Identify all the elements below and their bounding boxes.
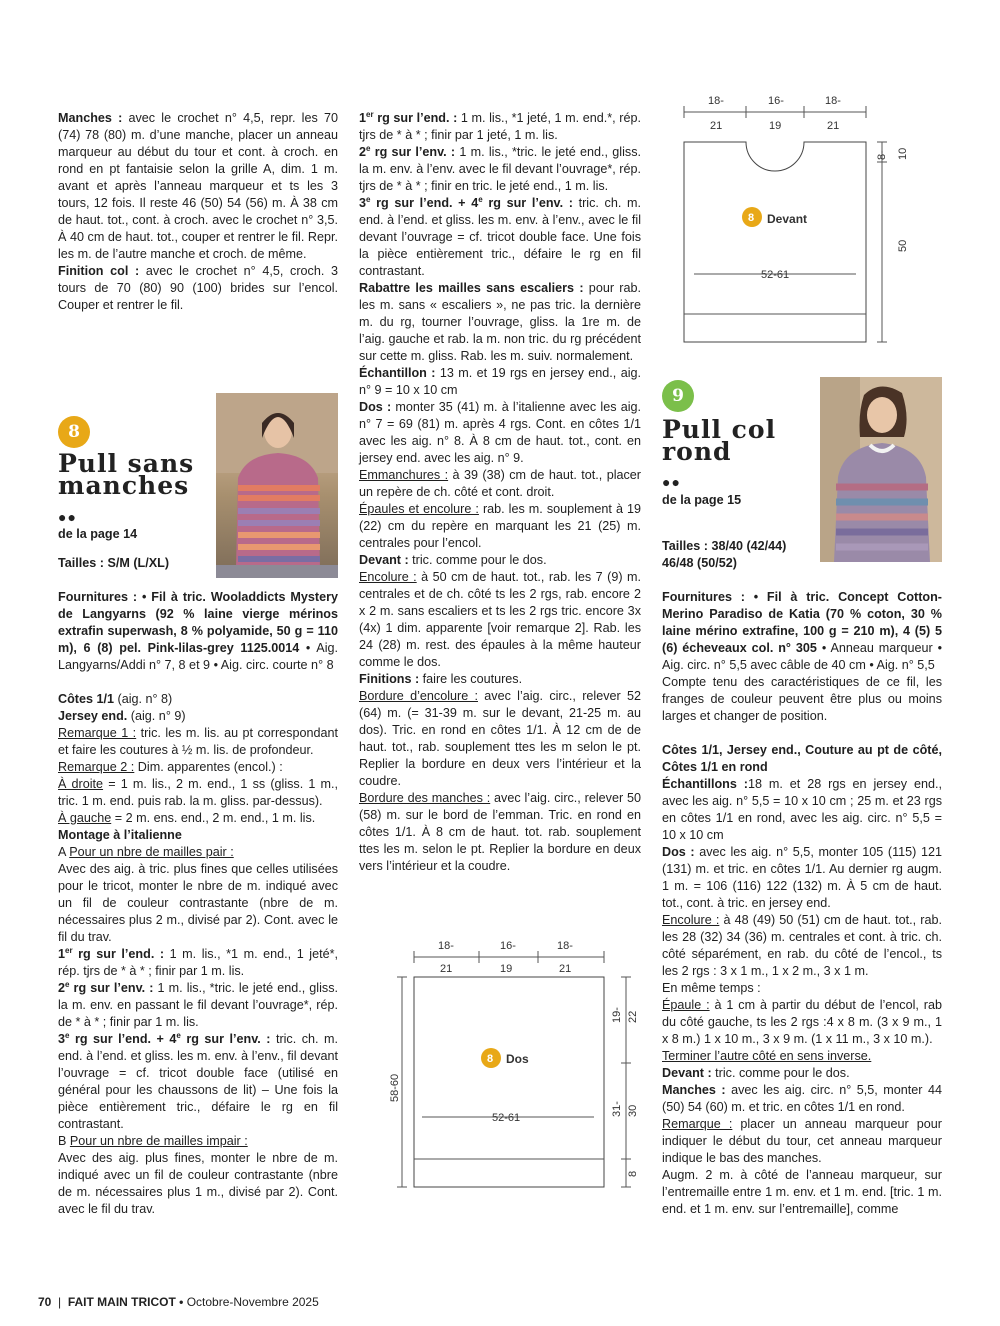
- odd-row-1-label: 1er rg sur l’end. :: [359, 109, 458, 125]
- pattern-9-difficulty-dots: ●●: [662, 474, 681, 490]
- pattern-9-front-label: Devant :: [662, 1066, 712, 1080]
- pattern-9-neckline-text: à 48 (49) 50 (51) cm de haut. tot., rab. les 28 (32) 34 (36) m. centrales et cont. à tric. ch. côté séparément, en rab. du côté de l’encol., ts les 2 rgs : 3 x 1 m., 1 x 2 m., 3 x 1 m.: [662, 913, 943, 978]
- armhole-text: à 39 (38) cm de haut. tot., placer un repère de ch. côté et cont. droit.: [359, 468, 641, 499]
- rib-label: Côtes 1/1: [58, 692, 114, 706]
- finishing-text: faire les coutures.: [419, 672, 523, 686]
- left-dec-text: = 2 m. ens. end., 2 m. end., 1 m. lis.: [111, 811, 316, 825]
- row-1-label: 1er rg sur l’end. :: [58, 945, 165, 961]
- back-top-dim-1: 18-: [438, 940, 454, 952]
- back-dim-r2b: 30: [627, 1104, 639, 1117]
- back-text: monter 35 (41) m. à l’italienne avec les aig. n° 7 = 69 (81) m. après 4 rgs. Cont. en côtes 1/1 avec les aig. n° 8. À 8 cm de haut. tot., cont. en jersey end. avec les aig. n° 9.: [359, 400, 642, 465]
- odd-row-3-4-text: tric. ch. m. end. à l’end. et gliss. les m. env. à l’env., avec le fil devant l’ouvrage = cf. tricot double face. Une fois la pièce entièrement tric., défaire le rg en fil contrastant.: [359, 196, 641, 278]
- odd-row-2-label: 2e rg sur l’env. :: [359, 143, 456, 159]
- page-number: 70: [38, 1295, 52, 1309]
- italian-cast-on-heading: Montage à l’italienne: [58, 828, 182, 842]
- row-1-text: 1 m. lis., *1 m. end., 1 jeté*, rép. tjrs de * à * ; finir par 1 m. lis.: [58, 947, 338, 978]
- sizes: Tailles : S/M (L/XL): [58, 556, 170, 570]
- pattern-9-gauge-label: Échantillons :: [662, 777, 748, 791]
- case-a-text: Avec des aig. à tric. plus fines que celles utilisées pour le tricot, monter le nbre de m. indiqué avec un fil de couleur contrastante (nbre de m. nécessaires plus 2 m., divisé par 2). Cont. avec le fil du trav.: [58, 862, 338, 944]
- pattern-8-number: 8: [68, 422, 80, 442]
- armhole-label: Emmanchures :: [359, 468, 449, 482]
- odd-row-1-text: 1 m. lis., *1 jeté, 1 m. end.*, rép. tjrs de * à * ; finir par 1 jeté, 1 m. lis.: [359, 111, 641, 142]
- front-bot-dim-2: 19: [769, 120, 782, 132]
- back-dim-r1a: 19-: [611, 1007, 623, 1023]
- pattern-8-title-line2: manches: [58, 471, 190, 500]
- right-dec-text: = 1 m. lis., 2 m. end., 1 ss (gliss. 1 m., tric. 1 m. end. puis rab. la m. gliss. par-dessus).: [58, 777, 338, 808]
- row-2-label: 2e rg sur l’env. :: [58, 979, 154, 995]
- same-time-label: En même temps :: [662, 981, 761, 995]
- stockinette-label: Jersey end.: [58, 709, 128, 723]
- increase-text: Augm. 2 m. à côté de l’anneau marqueur, sur l’entremaille entre 1 m. env. et 1 m. end. [tric. 1 m. end. et 1 m. env. sur l’entremaille], comme: [662, 1168, 942, 1216]
- odd-row-2-text: 1 m. lis., *tric. le jeté end., gliss. la m. env. à l’env. avec le fil devant l’ouvrage*, rép. tjrs de * à * ; finir en tric. le jeté end., 1 m. lis.: [359, 145, 641, 193]
- front-label: Devant :: [359, 553, 409, 567]
- pattern-9-sizes: Tailles : 38/40 (42/44) 46/48 (50/52): [662, 539, 787, 570]
- remark-2-text: Dim. apparentes (encol.) :: [134, 760, 283, 774]
- front-dim-r1a: 8-: [876, 150, 888, 160]
- pattern-9-remark-label: Remarque :: [662, 1117, 733, 1131]
- back-dim-r2a: 31-: [611, 1101, 623, 1117]
- pattern-9-title-line1: Pull col: [662, 415, 777, 444]
- back-schematic: [380, 935, 650, 1195]
- pattern-8-instructions-cont: [359, 110, 641, 875]
- remark-1-label: Remarque 1 :: [58, 726, 137, 740]
- pattern-9-remark-text: placer un anneau marqueur pour indiquer le début du tour, cet anneau marqueur indique le bas des manches.: [662, 1117, 942, 1165]
- front-text: tric. comme pour le dos.: [408, 553, 547, 567]
- rib-needle: (aig. n° 8): [114, 692, 173, 706]
- front-top-dim-2: 16-: [768, 95, 784, 107]
- row-2-text: 1 m. lis., *tric. le jeté end., gliss. la m. env. en passant le fil devant l’ouvrage*, rép. de * à * ; finir par 1 m. lis.: [58, 981, 338, 1029]
- shoulders-text: rab. les m. souplement à 19 (22) cm du repère en marquant les 21 (25) m. centrales pour l’encol.: [359, 502, 642, 550]
- case-b-prefix: B: [58, 1134, 70, 1148]
- pattern-9-neckline-label: Encolure :: [662, 913, 720, 927]
- front-top-dim-3: 18-: [825, 95, 841, 107]
- sleeves-text: avec le crochet n° 4,5, repr. les 70 (74) 78 (80) m. d’une manche, placer un anneau marqueur au début du tour et cont. à croch. en rond en pt fantaisie selon la grille A, dim. 1 m. avant et après l’anneau marqueur et ts les 3 tours, 12 fois. Il reste 46 (50) 54 (56) m. À 38 cm de haut. tot., cont. à croch. avec le crochet n° 3,5. À 40 cm de haut. tot., couper et rentrer le fil. Repr. les m. de l’autre manche et croch. de même.: [58, 111, 338, 261]
- back-dim-r3: 8: [627, 1170, 639, 1177]
- gauge-label: Échantillon :: [359, 366, 436, 380]
- pattern-9-back-text: avec les aig. n° 5,5, monter 105 (115) 121 (131) m. et tric. en côtes 1/1. Au dernier rg augm. 1 m. = 106 (116) 122 (132) m. À 5 cm de haut. tot., cont. à tric. en jersey end.: [662, 845, 943, 910]
- case-a-label: Pour un nbre de mailles pair :: [69, 845, 234, 859]
- pattern-9-instructions: [662, 589, 942, 1218]
- neckline-text: à 50 cm de haut. tot., rab. les 7 (9) m. centrales et de ch. côté ts les 2 rgs, rab. encore 2 x 2 m. sans escaliers et ts les 2 rgs tric. encore 3x (4x) 1 dim. apparente [voir remarque 2]. Rab. les 24 (28) m. rest. des épaules à la même hauteur comme le dos.: [359, 570, 641, 669]
- pattern-9-shoulder-label: Épaule :: [662, 998, 710, 1012]
- stitches-used: Côtes 1/1, Jersey end., Couture au pt de côté, Côtes 1/1 en rond: [662, 743, 942, 774]
- back-top-dim-2: 16-: [500, 940, 516, 952]
- back-top-dim-3: 18-: [557, 940, 573, 952]
- back-dim-r1b: 22: [627, 1010, 639, 1023]
- supplies-text: Fournitures : • Fil à tric. Wooladdicts Mystery de Langyarns (92 % laine vierge mérinos extrafin superwash, 8 % polyamide, 50 g = 110 m), 6 (8) pel. Pink-lilas-grey 1125.0014: [58, 590, 338, 655]
- back-bot-dim-2: 19: [500, 963, 513, 975]
- finish-other-side: Terminer l’autre côté en sens inverse.: [662, 1049, 872, 1063]
- neck-border-text: avec l’aig. circ., relever 52 (64) m. (= 31-39 m. sur le devant, 21-25 m. au dos). Tric. en rond en côtes 1/1. À 12 cm de de haut. tot., rab. souplement ttes les m selon le pt. Replier la bordure en deux vers l’intérieur et la coudre.: [359, 689, 641, 788]
- right-dec-label: À droite: [58, 777, 104, 791]
- front-dim-r2: 50: [897, 239, 909, 252]
- row-3-4-text: tric. ch. m. end. à l’end. et gliss. les m. env. à l’env., fil devant l’ouvrage = cf. tricot double face (utilisé en général pour les chaussons de lit) – Une fois la pièce entièrement tric., défaire le rg en fil contrastant.: [58, 1032, 339, 1131]
- collar-finish-text: avec le crochet n° 4,5, croch. 3 tours de 70 (80) 90 (100) brides sur l’encol. Couper et rentrer le fil.: [58, 264, 338, 312]
- pattern-9-title: [662, 415, 777, 466]
- pattern-9-front-text: tric. comme pour le dos.: [711, 1066, 850, 1080]
- case-a-prefix: A: [58, 845, 70, 859]
- pattern-9-title-line2: rond: [662, 437, 732, 466]
- pattern-9-shoulder-text: à 1 cm à partir du début de l’encol, rab du côté gauche, ts les 2 rgs :4 x 8 m. (3 x 9 m., 1 x 8 m.) 1 x 10 m., 3 x 9 m. (1 x 11 m., 3 x 10 m.).: [662, 998, 942, 1046]
- remark-2-label: Remarque 2 :: [58, 760, 135, 774]
- front-top-dim-1: 18-: [708, 95, 724, 107]
- pattern-9-sleeves-text: avec les aig. circ. n° 5,5, monter 44 (50) 54 (60) m. et tric. en côtes 1/1 en rond.: [662, 1083, 942, 1114]
- pattern-8-instructions: [58, 589, 338, 1218]
- difficulty-dots: ●●: [58, 509, 77, 525]
- back-width: 52-61: [492, 1112, 521, 1124]
- footer-separator: |: [58, 1295, 62, 1309]
- sleeves-label: Manches :: [58, 111, 123, 125]
- row-3-4-label: 3e rg sur l’end. + $4^e$ rg sur l’env. :: [58, 1030, 271, 1046]
- back-label: Dos :: [359, 400, 392, 414]
- pattern-9-supplies-needles: • Anneau marqueur • Aig. circ. n° 5,5 avec câble de 40 cm • Aig. n° 5,5: [662, 641, 942, 672]
- front-bot-dim-1: 21: [710, 120, 723, 132]
- front-width: 52-61: [761, 269, 790, 281]
- pattern-9-supplies: Fournitures : • Fil à tric. Concept Cotton-Merino Paradiso de Katia (70 % coton, 30 % laine mérino extrafine, 100 g = 210 m), 4 (5) 5 (6) écheveaux col. n° 305: [662, 590, 942, 655]
- back-height: 58-60: [389, 1073, 401, 1102]
- yarn-note: Compte tenu des caractéristiques de ce fil, les franges de couleur peuvent être plus ou moins larges et changer de position.: [662, 675, 942, 723]
- pattern-8-title-line1: Pull sans: [58, 449, 195, 478]
- back-bot-dim-3: 21: [559, 963, 572, 975]
- page-footer: [38, 1295, 319, 1309]
- pattern-9-source-page: de la page 15: [662, 493, 742, 507]
- front-label: Devant: [767, 212, 808, 226]
- pattern-9-back-label: Dos :: [662, 845, 695, 859]
- left-dec-label: À gauche: [58, 811, 112, 825]
- shoulders-label: Épaules et encolure :: [359, 502, 479, 516]
- pattern-8-badge: [58, 416, 90, 448]
- finishing-label: Finitions :: [359, 672, 420, 686]
- case-b-label: Pour un nbre de mailles impair :: [69, 1134, 248, 1148]
- neckline-label: Encolure :: [359, 570, 417, 584]
- front-schematic: [672, 90, 922, 350]
- bindoff-label: Rabattre les mailles sans escaliers :: [359, 281, 584, 295]
- sleeve-border-label: Bordure des manches :: [359, 791, 491, 805]
- stockinette-needle: (aig. n° 9): [127, 709, 186, 723]
- source-page: de la page 14: [58, 527, 138, 541]
- case-b-text: Avec des aig. plus fines, monter le nbre de m. indiqué avec un fil de couleur contrastante (nbre de m. nécessaires plus 1 m., divisé par 2). Cont. avec le fil du trav.: [58, 1151, 338, 1216]
- collar-finish-label: Finition col :: [58, 264, 140, 278]
- front-badge-number: 8: [748, 212, 755, 224]
- front-dim-r1b: 10: [897, 147, 909, 160]
- sleeves-section: [58, 110, 338, 314]
- pattern-8-title: [58, 449, 195, 500]
- pattern-9-number: 9: [672, 386, 684, 406]
- sleeveless-sweater-photo: [216, 393, 338, 578]
- back-bot-dim-1: 21: [440, 963, 453, 975]
- round-neck-sweater-photo: [820, 377, 942, 562]
- back-label: Dos: [506, 1052, 529, 1066]
- pattern-9-sleeves-label: Manches :: [662, 1083, 726, 1097]
- supplies-needles: • Aig. Langyarns/Addi n° 7, 8 et 9 • Aig. circ. courte n° 8: [58, 641, 339, 672]
- back-badge-number: 8: [487, 1053, 494, 1065]
- neck-border-label: Bordure d’encolure :: [359, 689, 478, 703]
- pattern-9-badge: [662, 380, 694, 412]
- gauge-text: 13 m. et 19 rgs en jersey end., aig. n° 9 = 10 x 10 cm: [359, 366, 641, 397]
- front-bot-dim-3: 21: [827, 120, 840, 132]
- sleeve-border-text: avec l’aig. circ., relever 50 (58) m. sur le bord de l’emman. Tric. en rond en côtes 1/1. À 8 cm de haut. tot. rab. souplement ttes les m. selon le pt. Replier la bordure en deux vers l’intérieur et la coudre.: [359, 791, 641, 873]
- pattern-9-gauge-text: 18 m. et 28 rgs en jersey end., avec les aig. n° 5,5 = 10 x 10 cm ; 25 m. et 23 rgs en côtes 1/1 en rond, avec les aig. circ. n° 5,5 = 10 x 10 cm: [662, 777, 942, 842]
- magazine-name: FAIT MAIN TRICOT •: [67, 1295, 184, 1309]
- odd-row-3-4-label: 3e rg sur l’end. + $4^e$ rg sur l’env. :: [359, 194, 573, 210]
- bindoff-text: pour rab. les m. sans « escaliers », ne pas tric. la dernière m. du rg, tourner l’ouvrage, gliss. la 1re m. de l’aig. gauche et rab. la m. non tric. du rg précédent sur cette m. gliss. Rab. les m. suiv. normalement.: [359, 281, 641, 363]
- remark-1-text: tric. les m. lis. au pt correspondant et faire les coutures à ½ m. lis. de profondeur.: [58, 726, 338, 757]
- issue-date: Octobre-Novembre 2025: [186, 1295, 319, 1309]
